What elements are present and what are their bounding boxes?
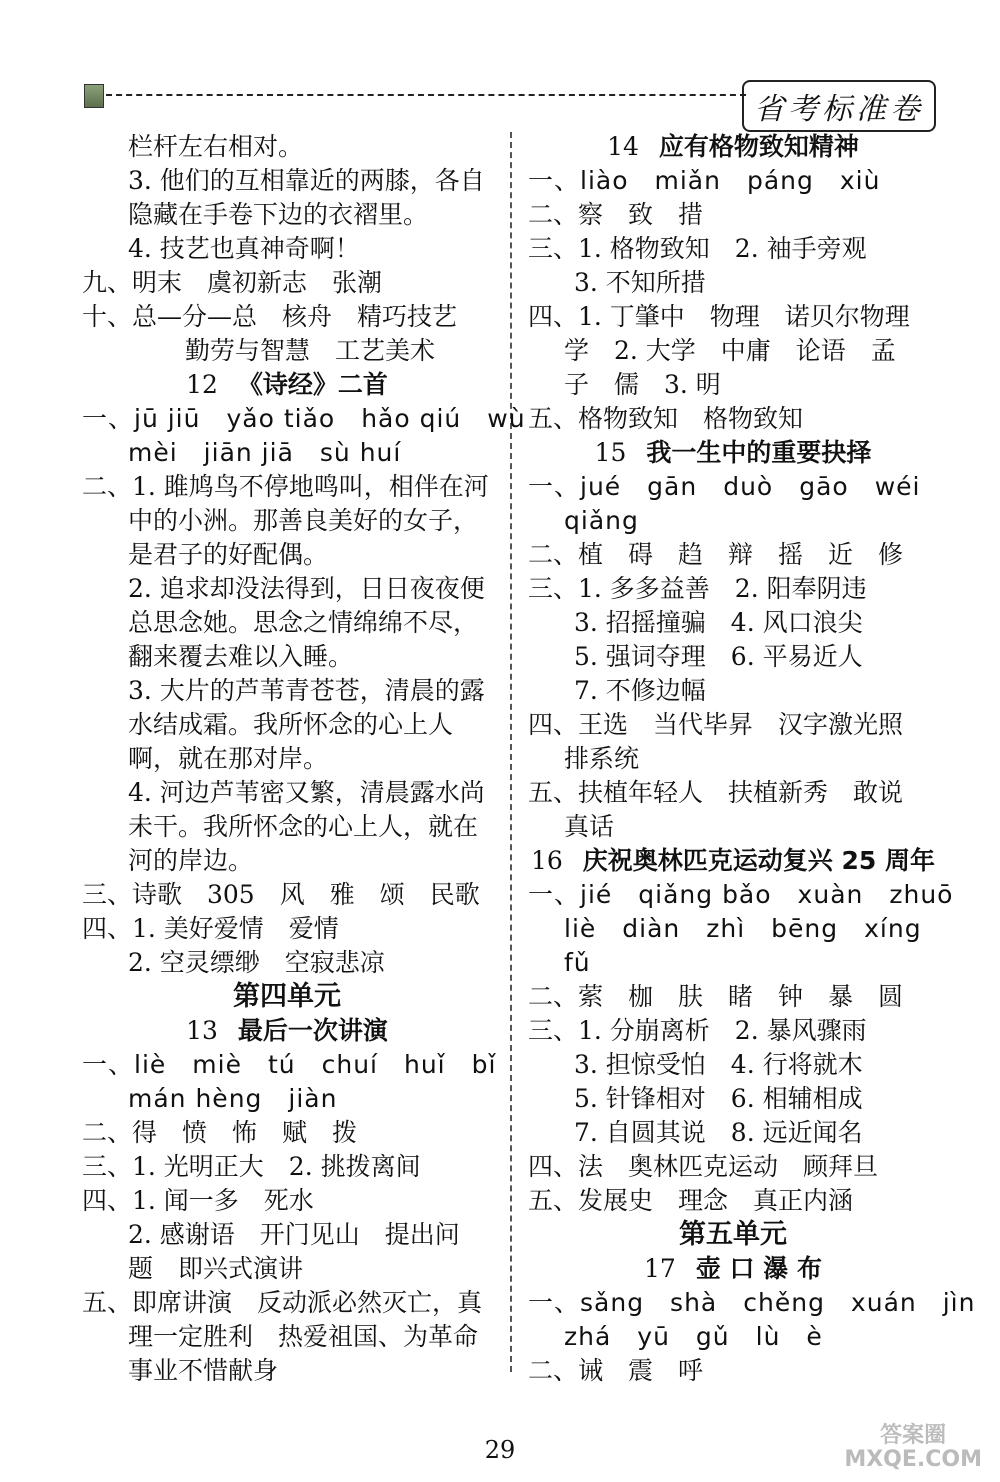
lesson-number: 13 bbox=[186, 1016, 218, 1045]
answer-line: 五、发展史 理念 真正内涵 bbox=[528, 1186, 854, 1215]
answer-line: 理一定胜利 热爱祖国、为革命 bbox=[128, 1322, 479, 1351]
answer-line: 事业不惜献身 bbox=[128, 1356, 279, 1385]
answer-line: 总思念她。思念之情绵绵不尽， bbox=[128, 608, 479, 637]
answer-line: 一、jié qiǎng bǎo xuàn zhuō bbox=[528, 880, 954, 909]
answer-line: 一、jué gān duò gāo wéi bbox=[528, 472, 921, 501]
answer-line: 三、1. 多多益善 2. 阳奉阴违 bbox=[528, 574, 867, 603]
answer-line: 五、扶植年轻人 扶植新秀 敢说 bbox=[528, 778, 904, 807]
lesson-number: 14 bbox=[607, 132, 639, 161]
answer-line: 翻来覆去难以入睡。 bbox=[128, 642, 354, 671]
answer-line: 3. 大片的芦苇青苍苍，清晨的露 bbox=[128, 676, 485, 705]
answer-line: 勤劳与智慧 工艺美术 bbox=[184, 336, 435, 365]
lesson-number: 15 bbox=[594, 438, 627, 467]
lesson-number: 17 bbox=[644, 1254, 676, 1283]
answer-line: 子 儒 3. 明 bbox=[564, 370, 721, 399]
answer-line: 2. 追求却没法得到，日日夜夜便 bbox=[128, 574, 485, 603]
answer-line: 二、植 碍 趋 辩 摇 近 修 bbox=[528, 540, 904, 569]
answer-line: 5. 针锋相对 6. 相辅相成 bbox=[574, 1084, 863, 1113]
answer-line: 未干。我所怀念的心上人，就在 bbox=[128, 812, 479, 841]
lesson-name: 《诗经》二首 bbox=[237, 370, 388, 399]
answer-line: 3. 担惊受怕 4. 行将就木 bbox=[574, 1050, 863, 1079]
header-title: 省考标准卷 bbox=[742, 80, 936, 132]
answer-line: 二、诫 震 呼 bbox=[528, 1356, 704, 1385]
lesson-name: 最后一次讲演 bbox=[237, 1016, 388, 1045]
lesson-title bbox=[528, 844, 938, 878]
answer-line: 题 即兴式演讲 bbox=[128, 1254, 304, 1283]
lesson-title bbox=[82, 1014, 492, 1048]
answer-line: 3. 他们的互相靠近的两膝，各自 bbox=[128, 166, 485, 195]
page-header bbox=[84, 82, 936, 127]
answer-line: 3. 不知所措 bbox=[574, 268, 706, 297]
watermark-text: 答案圈 bbox=[880, 1423, 947, 1448]
answer-line: 二、1. 雎鸠鸟不停地鸣叫，相伴在河 bbox=[82, 472, 489, 501]
answer-line: 三、1. 分崩离析 2. 暴风骤雨 bbox=[528, 1016, 867, 1045]
right-column bbox=[528, 130, 976, 1388]
lesson-name: 壶 口 瀑 布 bbox=[695, 1254, 822, 1283]
unit-title: 第五单元 bbox=[679, 1219, 787, 1250]
lesson-name: 我一生中的重要抉择 bbox=[646, 438, 872, 467]
answer-line: 四、1. 丁肇中 物理 诺贝尔物理 bbox=[528, 302, 910, 331]
answer-line: liè diàn zhì bēng xíng bbox=[564, 914, 922, 943]
answer-line: mán hèng jiàn bbox=[128, 1084, 338, 1113]
answer-line: 7. 自圆其说 8. 远近闻名 bbox=[574, 1118, 863, 1147]
answer-line: 九、明末 虞初新志 张潮 bbox=[82, 268, 383, 297]
answer-line: 二、得 愤 怖 赋 拨 bbox=[82, 1118, 358, 1147]
answer-line: 啊，就在那对岸。 bbox=[128, 744, 329, 773]
answer-line: 三、诗歌 305 风 雅 颂 民歌 bbox=[82, 880, 480, 909]
answer-line: 中的小洲。那善良美好的女子， bbox=[128, 506, 479, 535]
lesson-name: 应有格物致知精神 bbox=[658, 132, 859, 161]
answer-line: 是君子的好配偶。 bbox=[128, 540, 329, 569]
answer-line: 五、即席讲演 反动派必然灭亡，真 bbox=[82, 1288, 483, 1317]
answer-line: 4. 河边芦苇密又繁，清晨露水尚 bbox=[128, 778, 485, 807]
answer-line: 一、sǎng shà chěng xuán jìn bbox=[528, 1288, 976, 1317]
answer-line: fǔ bbox=[564, 948, 591, 977]
lesson-title bbox=[528, 436, 938, 470]
left-column bbox=[82, 130, 526, 1388]
answer-line: 一、jū jiū yǎo tiǎo hǎo qiú wù bbox=[82, 404, 526, 433]
lesson-title bbox=[82, 368, 492, 402]
answer-line: 4. 技艺也真神奇啊！ bbox=[128, 234, 360, 263]
book-icon bbox=[84, 84, 104, 108]
answer-line: 二、萦 枷 肤 睹 钟 暴 圆 bbox=[528, 982, 904, 1011]
lesson-title bbox=[528, 1252, 938, 1286]
lesson-name: 庆祝奥林匹克运动复兴 25 周年 bbox=[582, 846, 935, 875]
answer-line: 7. 不修边幅 bbox=[574, 676, 706, 705]
answer-line: 河的岸边。 bbox=[128, 846, 254, 875]
answer-line: 一、liè miè tú chuí huǐ bǐ bbox=[82, 1050, 497, 1079]
answer-line: 四、法 奥林匹克运动 顾拜旦 bbox=[528, 1152, 879, 1181]
answer-line: 2. 空灵缥缈 空寂悲凉 bbox=[128, 948, 385, 977]
column-divider bbox=[510, 132, 512, 1372]
answer-line: mèi jiān jiā sù huí bbox=[128, 438, 402, 467]
watermark-url: MXQE.COM bbox=[844, 1447, 982, 1472]
header-dashed-line bbox=[106, 94, 746, 96]
answer-line: 2. 感谢语 开门见山 提出问 bbox=[128, 1220, 460, 1249]
answer-line: 四、1. 美好爱情 爱情 bbox=[82, 914, 339, 943]
answer-line: zhá yū gǔ lù è bbox=[564, 1322, 823, 1351]
answer-line: 十、总—分—总 核舟 精巧技艺 bbox=[82, 302, 458, 331]
watermark-logo bbox=[844, 1424, 982, 1472]
answer-line: 真话 bbox=[564, 812, 615, 841]
lesson-number: 12 bbox=[186, 370, 218, 399]
answer-line: 隐藏在手卷下边的衣褶里。 bbox=[128, 200, 429, 229]
answer-line: 排系统 bbox=[564, 744, 640, 773]
answer-line: 5. 强词夺理 6. 平易近人 bbox=[574, 642, 863, 671]
unit-title: 第四单元 bbox=[233, 981, 341, 1012]
answer-line: 一、liào miǎn páng xiù bbox=[528, 166, 881, 195]
answer-line: 三、1. 光明正大 2. 挑拨离间 bbox=[82, 1152, 421, 1181]
lesson-number: 16 bbox=[530, 846, 563, 875]
answer-line: 三、1. 格物致知 2. 袖手旁观 bbox=[528, 234, 867, 263]
answer-line: 学 2. 大学 中庸 论语 孟 bbox=[564, 336, 896, 365]
answer-line: 四、王选 当代毕昇 汉字激光照 bbox=[528, 710, 904, 739]
answer-line: qiǎng bbox=[564, 506, 639, 535]
page-number: 29 bbox=[484, 1436, 516, 1464]
answer-line: 二、察 致 措 bbox=[528, 200, 704, 229]
answer-line: 3. 招摇撞骗 4. 风口浪尖 bbox=[574, 608, 863, 637]
answer-line: 栏杆左右相对。 bbox=[128, 132, 304, 161]
answer-line: 四、1. 闻一多 死水 bbox=[82, 1186, 314, 1215]
lesson-title bbox=[528, 130, 938, 164]
answer-line: 水结成霜。我所怀念的心上人 bbox=[128, 710, 454, 739]
answer-line: 五、格物致知 格物致知 bbox=[528, 404, 804, 433]
